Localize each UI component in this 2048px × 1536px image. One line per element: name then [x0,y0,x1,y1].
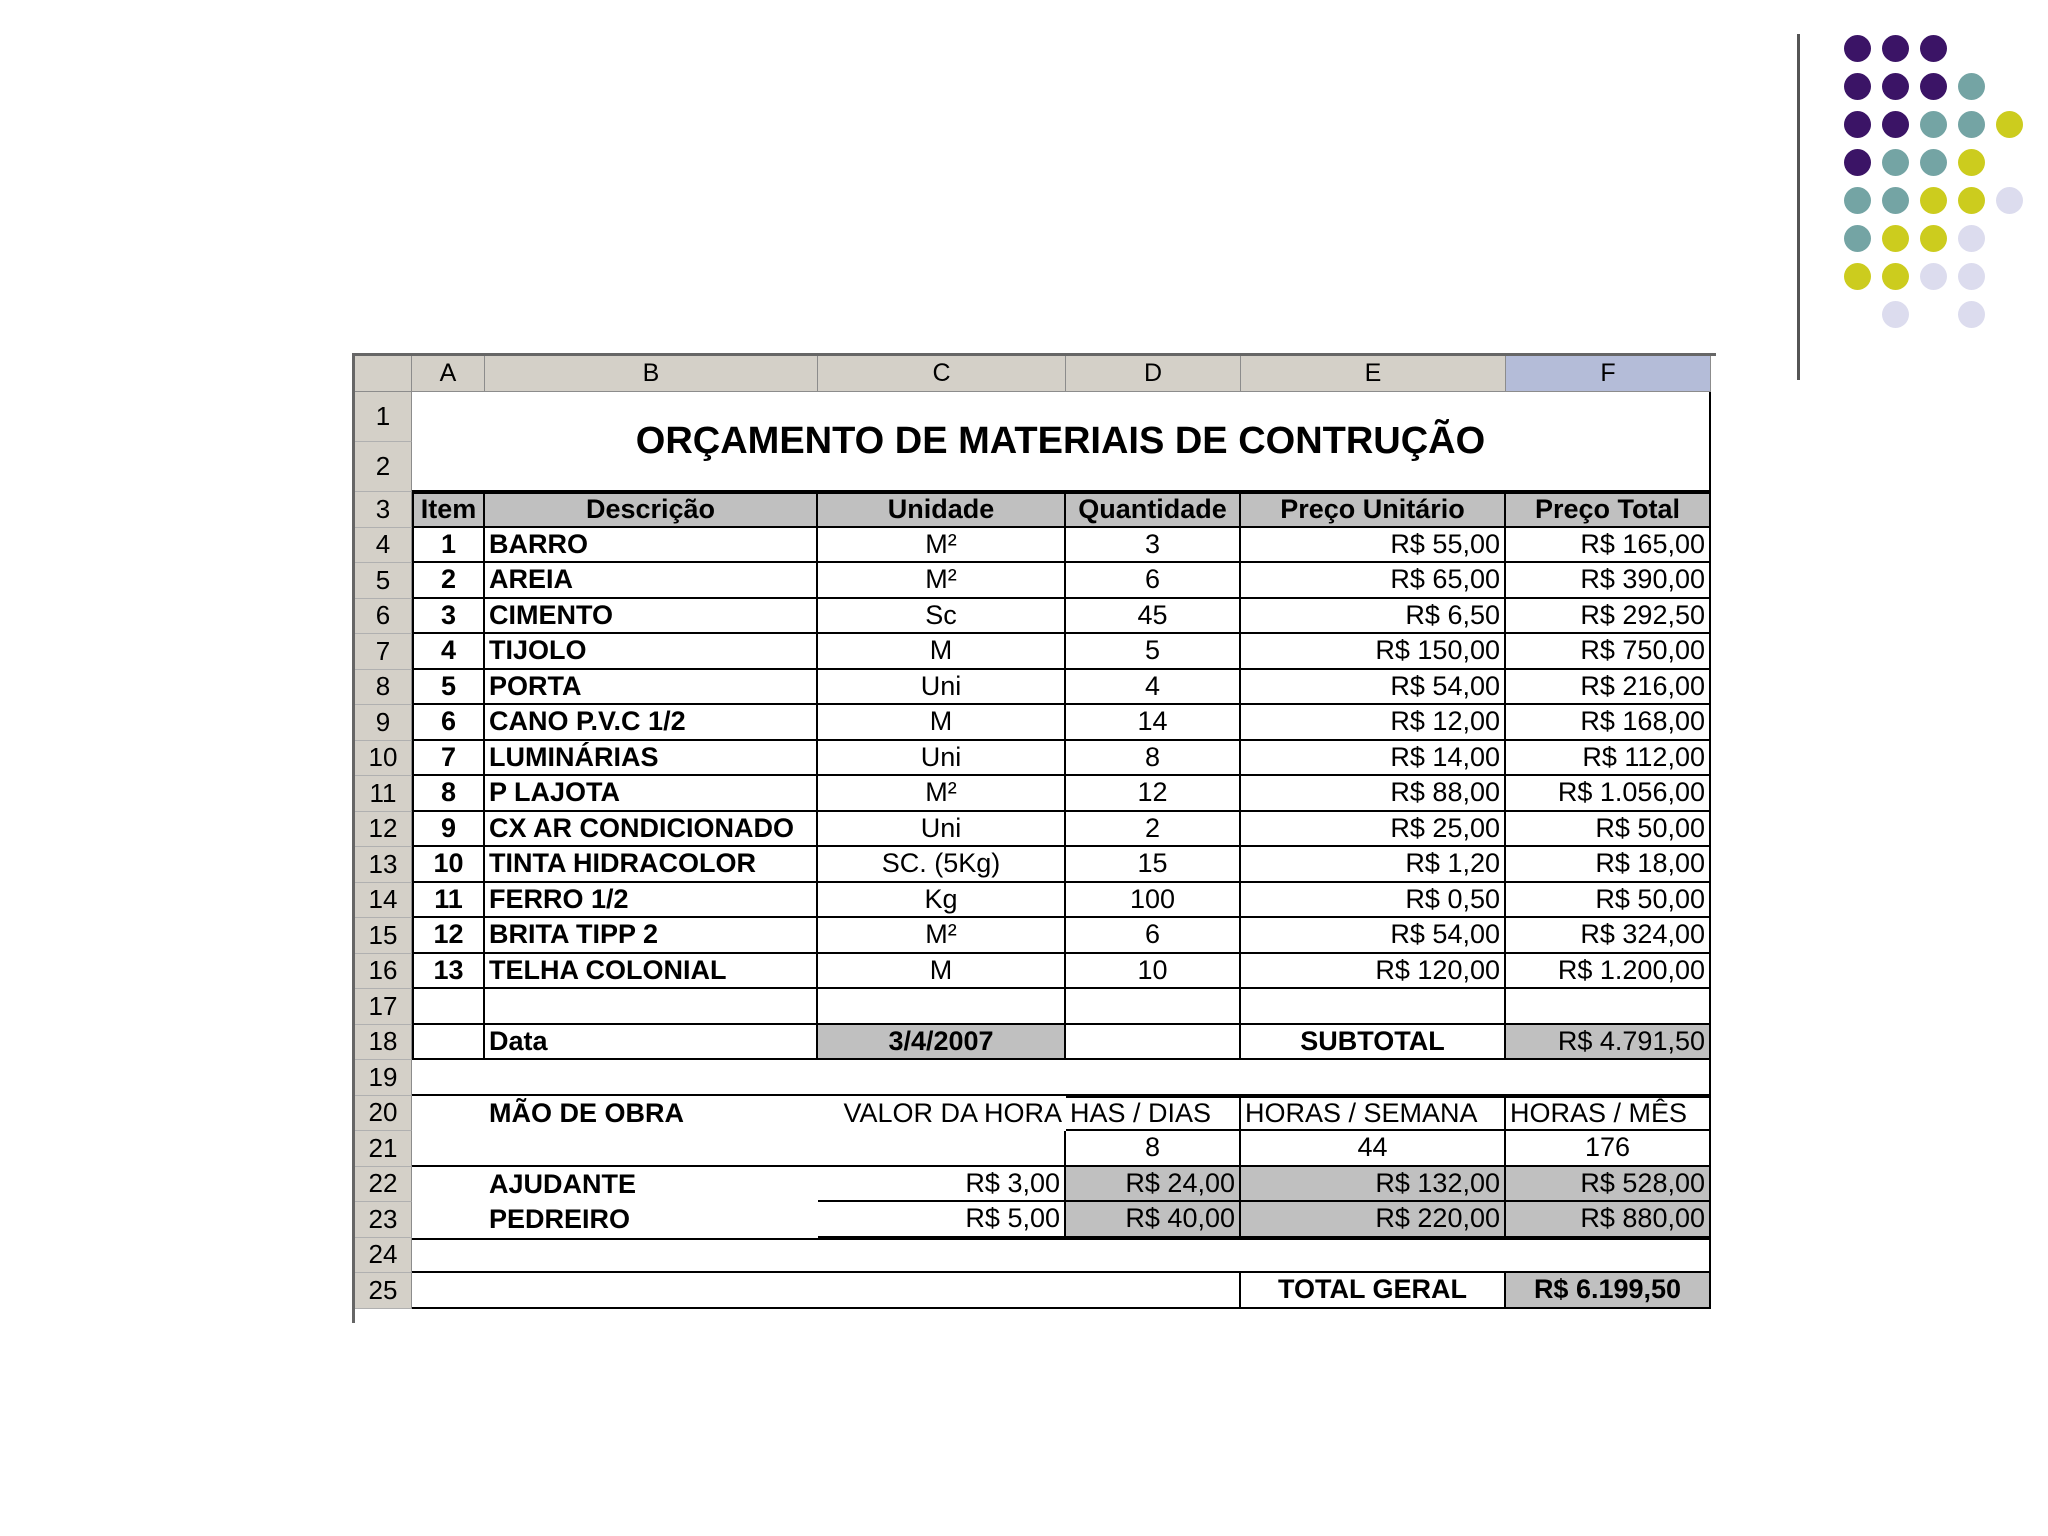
cell-descricao[interactable]: CIMENTO [485,599,818,635]
cell-quantidade[interactable]: 12 [1066,776,1241,812]
cell-preco-total[interactable]: R$ 324,00 [1506,918,1711,954]
cell-preco-total[interactable]: R$ 168,00 [1506,705,1711,741]
cell-quantidade[interactable]: 15 [1066,847,1241,883]
cell-unidade[interactable]: Uni [818,741,1066,777]
cell-preco-unitario[interactable]: R$ 54,00 [1241,918,1506,954]
row-header-23[interactable]: 23 [355,1202,412,1238]
cell-quantidade[interactable]: 8 [1066,741,1241,777]
decorative-dot [1844,111,1871,138]
cell-descricao[interactable]: FERRO 1/2 [485,883,818,919]
decorative-dot [1920,35,1947,62]
decorative-dot [1958,263,1985,290]
cell-descricao[interactable]: CX AR CONDICIONADO [485,812,818,848]
cell-preco-unitario[interactable]: R$ 150,00 [1241,634,1506,670]
data-label[interactable]: Data [485,1025,818,1061]
row-header-8[interactable]: 8 [355,670,412,706]
header-unidade[interactable]: Unidade [818,492,1066,528]
cell-descricao[interactable]: BRITA TIPP 2 [485,918,818,954]
cell-descricao[interactable]: LUMINÁRIAS [485,741,818,777]
cell-preco-unitario[interactable]: R$ 120,00 [1241,954,1506,990]
row-header-19[interactable]: 19 [355,1060,412,1096]
cell-descricao[interactable]: TIJOLO [485,634,818,670]
header-descricao[interactable]: Descrição [485,492,818,528]
row-header-20[interactable]: 20 [355,1096,412,1132]
cell-unidade[interactable]: M² [818,918,1066,954]
cell-empty[interactable] [412,1238,1711,1274]
cell-quantidade[interactable]: 4 [1066,670,1241,706]
cell-quantidade[interactable]: 2 [1066,812,1241,848]
total-geral-value[interactable]: R$ 6.199,50 [1506,1273,1711,1309]
cell-unidade[interactable]: M² [818,563,1066,599]
cell-quantidade[interactable]: 14 [1066,705,1241,741]
labor-header-horas-semana[interactable]: HORAS / SEMANA [1241,1096,1506,1132]
cell-preco-total[interactable]: R$ 390,00 [1506,563,1711,599]
cell-empty[interactable] [412,1025,485,1061]
cell-descricao[interactable]: TINTA HIDRACOLOR [485,847,818,883]
row-header-21[interactable]: 21 [355,1131,412,1167]
decorative-dot [1958,225,1985,252]
row-header-6[interactable]: 6 [355,599,412,635]
row-header-12[interactable]: 12 [355,812,412,848]
cell-unidade[interactable]: Sc [818,599,1066,635]
labor-dia[interactable]: R$ 24,00 [1066,1167,1241,1203]
row-header-1[interactable]: 1 [355,392,412,442]
cell-preco-unitario[interactable]: R$ 25,00 [1241,812,1506,848]
cell-descricao[interactable]: AREIA [485,563,818,599]
cell-item[interactable]: 7 [412,741,485,777]
labor-name[interactable]: PEDREIRO [489,1204,631,1235]
cell-empty[interactable] [412,1060,1711,1096]
decorative-dot [1958,73,1985,100]
cell-item[interactable]: 11 [412,883,485,919]
cell-preco-total[interactable]: R$ 1.200,00 [1506,954,1711,990]
cell-preco-unitario[interactable]: R$ 6,50 [1241,599,1506,635]
cell-unidade[interactable]: M² [818,528,1066,564]
cell-unidade[interactable]: M [818,705,1066,741]
column-header-f[interactable]: F [1506,356,1711,392]
labor-label[interactable]: MÃO DE OBRA [489,1097,684,1128]
cell-unidade[interactable]: M [818,954,1066,990]
cell-preco-unitario[interactable]: R$ 65,00 [1241,563,1506,599]
cell-item[interactable]: 6 [412,705,485,741]
labor-valor-hora[interactable]: R$ 5,00 [818,1202,1066,1238]
cell-empty[interactable] [1066,989,1241,1025]
subtotal-value[interactable]: R$ 4.791,50 [1506,1025,1711,1061]
header-quantidade[interactable]: Quantidade [1066,492,1241,528]
decorative-dot [1996,111,2023,138]
decorative-dot [1920,187,1947,214]
row-header-4[interactable]: 4 [355,528,412,564]
row-header-5[interactable]: 5 [355,563,412,599]
header-item[interactable]: Item [412,492,485,528]
decorative-dot [1844,73,1871,100]
decorative-dot [1844,225,1871,252]
labor-valor-hora[interactable]: R$ 3,00 [818,1167,1066,1203]
hours-dia[interactable]: 8 [1066,1131,1241,1167]
cell-preco-unitario[interactable]: R$ 0,50 [1241,883,1506,919]
labor-name[interactable]: AJUDANTE [489,1168,637,1199]
labor-semana[interactable]: R$ 132,00 [1241,1167,1506,1203]
decorative-dot [1844,263,1871,290]
select-all-corner[interactable] [355,356,412,392]
decorative-vertical-line [1797,34,1800,380]
labor-mes[interactable]: R$ 880,00 [1506,1202,1711,1238]
subtotal-label[interactable]: SUBTOTAL [1241,1025,1506,1061]
cell-unidade[interactable]: M² [818,776,1066,812]
cell-empty[interactable] [1066,1025,1241,1061]
cell-descricao[interactable]: P LAJOTA [485,776,818,812]
decorative-dot [1920,263,1947,290]
decorative-dot [1920,225,1947,252]
row-header-13[interactable]: 13 [355,847,412,883]
cell-preco-total[interactable]: R$ 50,00 [1506,812,1711,848]
cell-preco-total[interactable]: R$ 1.056,00 [1506,776,1711,812]
sheet-title[interactable]: ORÇAMENTO DE MATERIAIS DE CONTRUÇÃO [412,392,1711,492]
decorative-dot [1882,263,1909,290]
decorative-dot [1958,187,1985,214]
cell-preco-unitario[interactable]: R$ 88,00 [1241,776,1506,812]
cell-descricao[interactable]: TELHA COLONIAL [485,954,818,990]
cell-item[interactable]: 10 [412,847,485,883]
cell-quantidade[interactable]: 100 [1066,883,1241,919]
cell-quantidade[interactable]: 45 [1066,599,1241,635]
decorative-dot [1882,301,1909,328]
row-header-11[interactable]: 11 [355,776,412,812]
row-header-7[interactable]: 7 [355,634,412,670]
cell-item[interactable]: 3 [412,599,485,635]
cell-unidade[interactable]: Kg [818,883,1066,919]
cell-empty[interactable] [1241,989,1506,1025]
cell-preco-total[interactable]: R$ 112,00 [1506,741,1711,777]
cell-preco-total[interactable]: R$ 216,00 [1506,670,1711,706]
column-header-d[interactable]: D [1066,356,1241,392]
cell-quantidade[interactable]: 3 [1066,528,1241,564]
decorative-dot [1882,225,1909,252]
decorative-dot [1920,73,1947,100]
hours-semana[interactable]: 44 [1241,1131,1506,1167]
row-header-18[interactable]: 18 [355,1025,412,1061]
decorative-dot [1958,111,1985,138]
cell-preco-total[interactable]: R$ 50,00 [1506,883,1711,919]
cell-preco-unitario[interactable]: R$ 14,00 [1241,741,1506,777]
cell-empty[interactable] [1506,989,1711,1025]
cell-quantidade[interactable]: 6 [1066,918,1241,954]
row-header-22[interactable]: 22 [355,1167,412,1203]
cell-unidade[interactable]: SC. (5Kg) [818,847,1066,883]
column-header-a[interactable]: A [412,356,485,392]
row-header-25[interactable]: 25 [355,1273,412,1309]
cell-empty[interactable] [412,1273,1241,1309]
row-header-9[interactable]: 9 [355,705,412,741]
column-header-b[interactable]: B [485,356,818,392]
row-header-16[interactable]: 16 [355,954,412,990]
cell-quantidade[interactable]: 6 [1066,563,1241,599]
decorative-dot [1920,149,1947,176]
cell-empty[interactable] [412,1202,485,1238]
column-header-e[interactable]: E [1241,356,1506,392]
labor-semana[interactable]: R$ 220,00 [1241,1202,1506,1238]
decorative-dot [1882,187,1909,214]
cell-preco-total[interactable]: R$ 750,00 [1506,634,1711,670]
row-header-15[interactable]: 15 [355,918,412,954]
cell-empty[interactable] [412,989,485,1025]
cell-descricao[interactable]: CANO P.V.C 1/2 [485,705,818,741]
cell-preco-unitario[interactable]: R$ 1,20 [1241,847,1506,883]
labor-header-horas-mes[interactable]: HORAS / MÊS [1506,1096,1711,1132]
cell-unidade[interactable]: M [818,634,1066,670]
cell-preco-unitario[interactable]: R$ 54,00 [1241,670,1506,706]
cell-item[interactable]: 5 [412,670,485,706]
row-header-3[interactable]: 3 [355,492,412,528]
cell-item[interactable]: 1 [412,528,485,564]
cell-item[interactable]: 9 [412,812,485,848]
cell-empty[interactable] [485,989,818,1025]
decorative-dot [1844,35,1871,62]
cell-unidade[interactable]: Uni [818,670,1066,706]
decorative-dot [1920,111,1947,138]
row-header-14[interactable]: 14 [355,883,412,919]
cell-empty[interactable] [412,1096,485,1132]
cell-preco-unitario[interactable]: R$ 55,00 [1241,528,1506,564]
cell-preco-unitario[interactable]: R$ 12,00 [1241,705,1506,741]
row-header-17[interactable]: 17 [355,989,412,1025]
cell-descricao[interactable]: BARRO [485,528,818,564]
labor-dia[interactable]: R$ 40,00 [1066,1202,1241,1238]
cell-item[interactable]: 8 [412,776,485,812]
decorative-dot [1882,35,1909,62]
header-preco-total[interactable]: Preço Total [1506,492,1711,528]
labor-header-has-dias[interactable]: HAS / DIAS [1066,1096,1241,1132]
decorative-dot [1844,187,1871,214]
hours-mes[interactable]: 176 [1506,1131,1711,1167]
cell-item[interactable]: 12 [412,918,485,954]
decorative-dot [1958,149,1985,176]
decorative-dot [1882,73,1909,100]
decorative-dot [1996,187,2023,214]
row-header-10[interactable]: 10 [355,741,412,777]
row-header-24[interactable]: 24 [355,1238,412,1274]
cell-item[interactable]: 4 [412,634,485,670]
cell-preco-total[interactable]: R$ 165,00 [1506,528,1711,564]
cell-descricao[interactable]: PORTA [485,670,818,706]
header-preco-unitario[interactable]: Preço Unitário [1241,492,1506,528]
decorative-dot [1958,301,1985,328]
labor-header-valor-hora[interactable]: VALOR DA HORA [843,1097,1062,1128]
cell-empty[interactable] [818,989,1066,1025]
cell-item[interactable]: 2 [412,563,485,599]
labor-mes[interactable]: R$ 528,00 [1506,1167,1711,1203]
cell-quantidade[interactable]: 10 [1066,954,1241,990]
decorative-dot [1844,149,1871,176]
cell-preco-total[interactable]: R$ 292,50 [1506,599,1711,635]
cell-quantidade[interactable]: 5 [1066,634,1241,670]
cell-empty[interactable] [412,1131,1066,1167]
cell-preco-total[interactable]: R$ 18,00 [1506,847,1711,883]
row-header-2[interactable]: 2 [355,442,412,492]
cell-empty[interactable] [412,1167,485,1203]
column-header-c[interactable]: C [818,356,1066,392]
data-value[interactable]: 3/4/2007 [818,1025,1066,1061]
decorative-dot [1882,111,1909,138]
cell-item[interactable]: 13 [412,954,485,990]
decorative-dot [1882,149,1909,176]
cell-unidade[interactable]: Uni [818,812,1066,848]
total-geral-label[interactable]: TOTAL GERAL [1241,1273,1506,1309]
